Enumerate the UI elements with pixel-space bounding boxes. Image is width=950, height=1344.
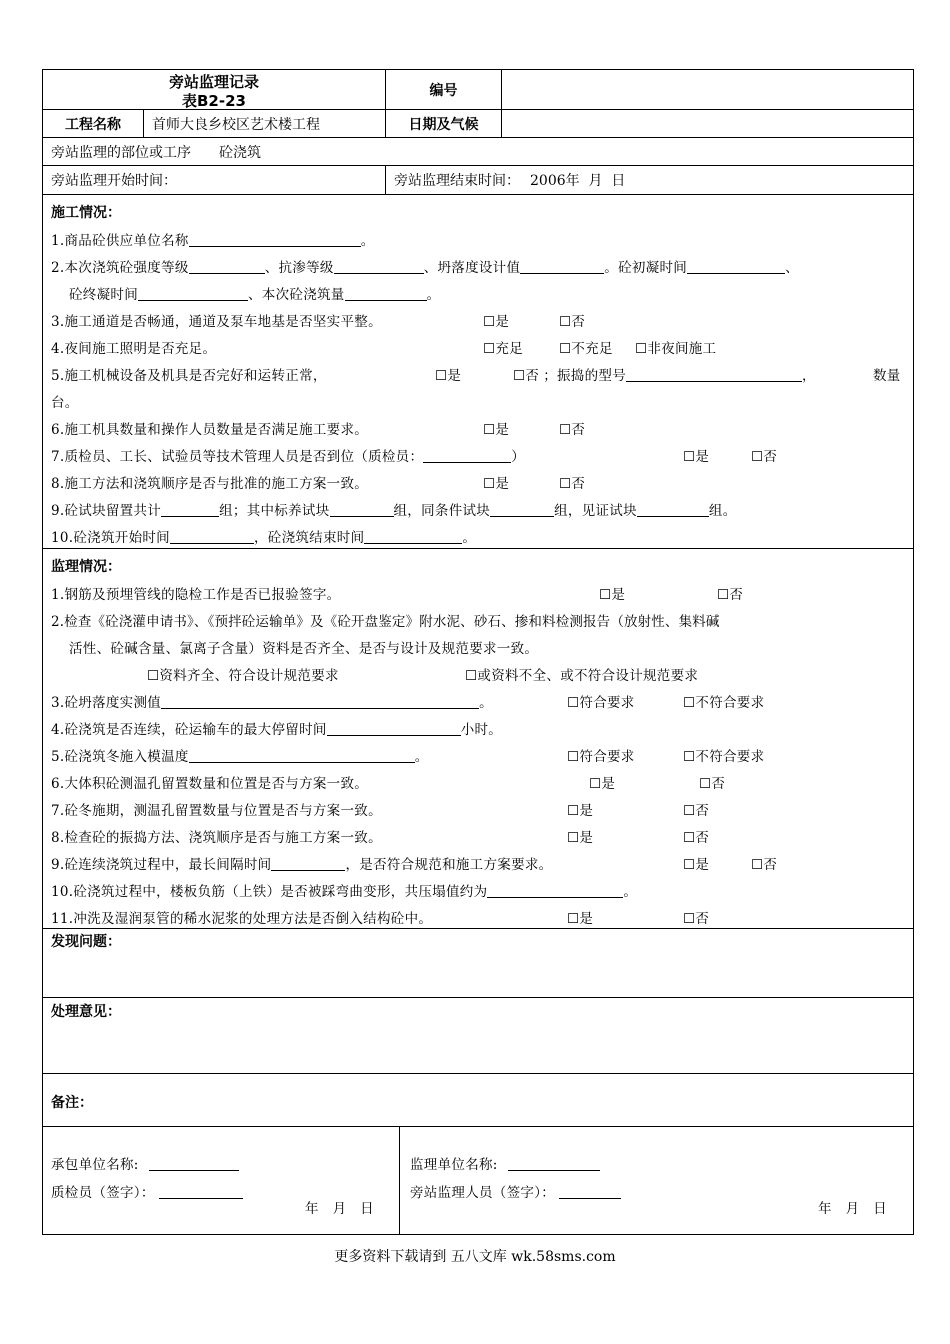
placing-temp-blank[interactable]	[189, 748, 415, 763]
supervision-title: 监理情况：	[51, 559, 121, 575]
initial-set-blank[interactable]	[687, 259, 785, 274]
standard-cured-blank[interactable]	[330, 502, 394, 517]
supervisor-name-blank[interactable]	[508, 1156, 600, 1171]
number-field[interactable]	[501, 70, 913, 109]
date-weather-field[interactable]	[501, 110, 913, 137]
part-value: 砼浇筑	[219, 144, 261, 161]
construction-line-1: 1.商品砼供应单位名称 。	[51, 233, 375, 249]
end-time-label: 旁站监理结束时间：	[394, 173, 520, 189]
winter-holes-no-checkbox[interactable]: ☐否	[683, 803, 710, 819]
machinery-yes-checkbox[interactable]: ☐是	[435, 368, 462, 384]
project-name: 首师大良乡校区艺术楼工程	[143, 110, 385, 137]
construction-line-8: 8.施工方法和浇筑顺序是否与批准的施工方案一致。 ☐是 ☐否	[51, 472, 905, 492]
staff-no-checkbox[interactable]: ☐否	[559, 422, 586, 438]
time-row	[43, 166, 913, 195]
title-cell	[43, 70, 385, 109]
lighting-sufficient-checkbox[interactable]: ☐充足	[483, 341, 524, 357]
final-set-blank[interactable]	[138, 286, 248, 301]
contractor-name-blank[interactable]	[149, 1156, 239, 1171]
construction-line-6: 6.施工机具数量和操作人员数量是否满足施工要求。 ☐是 ☐否	[51, 418, 905, 438]
project-label: 工程名称	[65, 116, 121, 133]
no-night-work-checkbox[interactable]: ☐非夜间施工	[635, 341, 717, 357]
supervision-section	[43, 549, 913, 929]
slump-measured-blank[interactable]	[161, 694, 479, 709]
slump-ok-checkbox[interactable]: ☐符合要求	[567, 695, 635, 711]
slurry-no-checkbox[interactable]: ☐否	[683, 911, 710, 927]
strength-grade-blank[interactable]	[189, 259, 265, 274]
signature-row	[43, 1127, 913, 1235]
supervision-line-4: 4.砼浇筑是否连续，砼运输车的最大停留时间 小时。	[51, 722, 503, 738]
contractor-date: 年 月 日	[305, 1201, 374, 1217]
pour-start-blank[interactable]	[170, 529, 254, 544]
supplier-blank[interactable]	[189, 232, 361, 247]
construction-line-2b: 砼终凝时间 、本次砼浇筑量 。	[69, 287, 441, 303]
project-row	[43, 110, 913, 138]
contractor-name-label: 承包单位名称:	[51, 1157, 139, 1173]
construction-title: 施工情况：	[51, 205, 121, 221]
number-label: 编号	[385, 70, 501, 109]
access-yes-checkbox[interactable]: ☐是	[483, 314, 510, 330]
winter-holes-yes-checkbox[interactable]: ☐是	[567, 803, 594, 819]
part-row	[43, 138, 913, 166]
issues-section[interactable]	[43, 929, 913, 998]
method-yes-checkbox[interactable]: ☐是	[483, 476, 510, 492]
end-time-value: 2006年 月 日	[530, 173, 626, 189]
pour-volume-blank[interactable]	[345, 286, 427, 301]
collapse-value-blank[interactable]	[487, 883, 623, 898]
personnel-no-checkbox[interactable]: ☐否	[751, 449, 778, 465]
issues-title: 发现问题：	[51, 934, 121, 950]
interval-yes-checkbox[interactable]: ☐是	[683, 857, 710, 873]
inspector-name-blank[interactable]	[423, 448, 511, 463]
supervision-line-2: 2.检查《砼浇灌申请书》、《预拌砼运输单》及《砼开盘鉴定》附水泥、砂石、掺和料检测报告（放射性、集料碱	[51, 614, 720, 630]
same-condition-blank[interactable]	[490, 502, 554, 517]
machinery-no-checkbox[interactable]: ☐否	[513, 368, 540, 384]
rebar-yes-checkbox[interactable]: ☐是	[599, 587, 626, 603]
docs-incomplete-checkbox[interactable]: ☐或资料不全、或不符合设计规范要求	[465, 668, 699, 684]
access-no-checkbox[interactable]: ☐否	[559, 314, 586, 330]
supervisor-name-label: 监理单位名称:	[410, 1157, 498, 1173]
pour-end-blank[interactable]	[364, 529, 462, 544]
remarks-title: 备注：	[51, 1095, 93, 1111]
vibration-no-checkbox[interactable]: ☐否	[683, 830, 710, 846]
construction-line-10: 10.砼浇筑开始时间 ，砼浇筑结束时间 。	[51, 530, 477, 546]
total-specimens-blank[interactable]	[161, 502, 219, 517]
inspector-sign-blank[interactable]	[159, 1184, 243, 1199]
interval-no-checkbox[interactable]: ☐否	[751, 857, 778, 873]
max-wait-blank[interactable]	[327, 721, 461, 736]
docs-complete-checkbox[interactable]: ☐资料齐全、符合设计规范要求	[147, 668, 339, 684]
supervisor-signature-cell	[399, 1127, 913, 1235]
supervision-line-9: 9.砼连续浇筑过程中，最长间隔时间 ，是否符合规范和施工方案要求。 ☐是 ☐否	[51, 853, 905, 873]
title-row	[43, 70, 913, 110]
construction-line-5: 5.施工机械设备及机具是否完好和运转正常， ☐是 ☐否 ；振捣的型号 ， 数量	[51, 364, 905, 384]
construction-line-7: 7.质检员、工长、试验员等技术管理人员是否到位（质检员： ） ☐是 ☐否	[51, 445, 905, 465]
onsite-supervisor-sign-label: 旁站监理人员（签字）：	[410, 1185, 556, 1201]
staff-yes-checkbox[interactable]: ☐是	[483, 422, 510, 438]
onsite-supervisor-sign-blank[interactable]	[559, 1184, 621, 1199]
start-time-label: 旁站监理开始时间：	[51, 173, 177, 189]
temp-ok-checkbox[interactable]: ☐符合要求	[567, 749, 635, 765]
slump-not-ok-checkbox[interactable]: ☐不符合要求	[683, 695, 765, 711]
construction-section	[43, 195, 913, 549]
supervision-line-2b: 活性、砼碱含量、氯离子含量）资料是否齐全、是否与设计及规范要求一致。	[69, 641, 539, 657]
form-title: 旁站监理记录	[168, 73, 259, 91]
rebar-no-checkbox[interactable]: ☐否	[717, 587, 744, 603]
construction-line-2: 2.本次浇筑砼强度等级 、抗渗等级 、坍落度设计值 。砼初凝时间 、	[51, 260, 799, 276]
supervision-line-8: 8.检查砼的振捣方法、浇筑顺序是否与施工方案一致。 ☐是 ☐否	[51, 826, 905, 846]
slurry-yes-checkbox[interactable]: ☐是	[567, 911, 594, 927]
construction-line-4: 4.夜间施工照明是否充足。 ☐充足 ☐不充足 ☐非夜间施工	[51, 337, 905, 357]
remarks-section[interactable]	[43, 1074, 913, 1127]
contractor-signature-cell	[43, 1127, 399, 1235]
date-weather-label: 日期及气候	[385, 110, 501, 137]
construction-line-5b: 台。	[51, 395, 79, 411]
supervision-line-11: 11.冲洗及湿润泵管的稀水泥浆的处理方法是否倒入结构砼中。 ☐是 ☐否	[51, 907, 905, 927]
slump-design-blank[interactable]	[520, 259, 604, 274]
supervision-line-6: 6.大体积砼测温孔留置数量和位置是否与方案一致。 ☐是 ☐否	[51, 772, 905, 792]
supervision-line-10: 10.砼浇筑过程中，楼板负筋（上铁）是否被踩弯曲变形，共压塌值约为 。	[51, 884, 638, 900]
supervisor-date: 年 月 日	[818, 1201, 887, 1217]
supervision-line-3: 3.砼坍落度实测值 。 ☐符合要求 ☐不符合要求	[51, 691, 905, 711]
construction-line-9: 9.砼试块留置共计 组；其中标养试块 组，同条件试块 组，见证试块 组。	[51, 503, 737, 519]
vibrator-model-blank[interactable]	[626, 367, 802, 382]
vibration-yes-checkbox[interactable]: ☐是	[567, 830, 594, 846]
method-no-checkbox[interactable]: ☐否	[559, 476, 586, 492]
supervision-line-1: 1.钢筋及预埋管线的隐检工作是否已报验签字。 ☐是 ☐否	[51, 583, 905, 603]
temp-not-ok-checkbox[interactable]: ☐不符合要求	[683, 749, 765, 765]
footer-link-text: 更多资料下载请到 五八文库 wk.58sms.com	[334, 1249, 616, 1265]
supervision-record-form	[42, 69, 914, 1235]
impermeability-blank[interactable]	[334, 259, 424, 274]
lighting-insufficient-checkbox[interactable]: ☐不充足	[559, 341, 613, 357]
supervision-line-7: 7.砼冬施期，测温孔留置数量与位置是否与方案一致。 ☐是 ☐否	[51, 799, 905, 819]
mass-holes-no-checkbox[interactable]: ☐否	[699, 776, 726, 792]
opinion-section[interactable]	[43, 998, 913, 1074]
supervision-line-5: 5.砼浇筑冬施入模温度 。 ☐符合要求 ☐不符合要求	[51, 745, 905, 765]
form-number: 表B2-23	[182, 92, 246, 110]
personnel-yes-checkbox[interactable]: ☐是	[683, 449, 710, 465]
construction-line-3: 3.施工通道是否畅通，通道及泵车地基是否坚实平整。 ☐是 ☐否	[51, 310, 905, 330]
witness-specimens-blank[interactable]	[637, 502, 709, 517]
inspector-sign-label: 质检员（签字）：	[51, 1185, 155, 1201]
max-interval-blank[interactable]	[271, 856, 345, 871]
part-label: 旁站监理的部位或工序	[51, 144, 191, 161]
opinion-title: 处理意见：	[51, 1004, 121, 1020]
mass-holes-yes-checkbox[interactable]: ☐是	[589, 776, 616, 792]
